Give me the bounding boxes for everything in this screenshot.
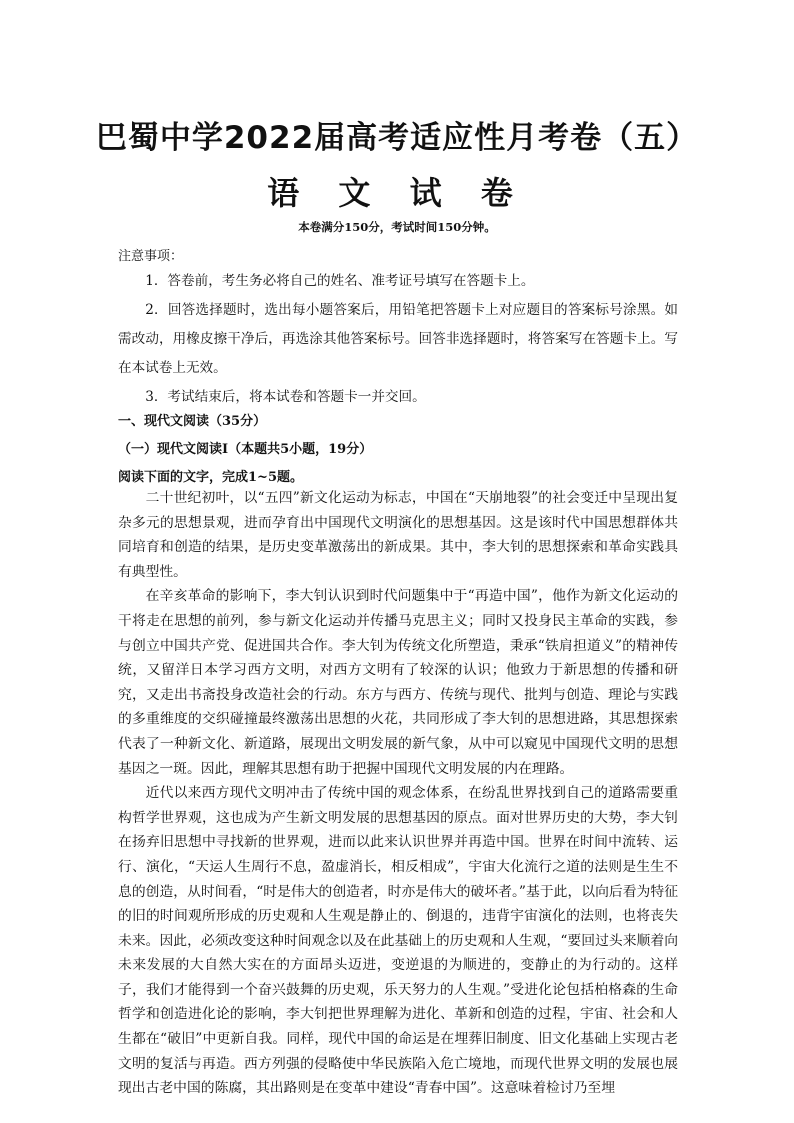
notice-list: [118, 267, 678, 412]
section-heading-sub-one: （一）现代文阅读Ⅰ（本题共5小题，19分）: [118, 442, 373, 457]
notice-heading: 注意事项：: [118, 249, 184, 264]
passage-paragraph: 在辛亥革命的影响下，李大钊认识到时代问题集中于“再造中国”，他作为新文化运动的干将走在思想的前列，参与新文化运动并传播马克思主义；同时又投身民主革命的实践，参与创立中国共产党、促进国共合作。李大钊为传统文化所塑造，秉承“铁肩担道义”的精神传统，又留洋日本学习西方文明，对西方文明有了较深的认识；他致力于新思想的传播和研究，又走出书斋投身改造社会的行动。东方与西方、传统与现代、批判与创造、理论与实践的多重维度的交织碰撞最终激荡出思想的火花，共同形成了李大钊的思想进路，其思想探索代表了一种新文化、新道路，展现出文明发展的新气象，从中可以窥见中国现代文明的思想基因之一斑。因此，理解其思想有助于把握中国现代文明发展的内在理路。: [118, 588, 678, 777]
notice-item: 3．考试结束后，将本试卷和答题卡一并交回。: [145, 389, 426, 405]
reading-passage: [118, 486, 678, 1101]
notice-item: 1．答卷前，考生务必将自己的姓名、准考证号填写在答题卡上。: [145, 273, 535, 289]
reading-instruction: 阅读下面的文字，完成1~5题。: [118, 470, 303, 485]
passage-paragraph: 近代以来西方现代文明冲击了传统中国的观念体系，在纷乱世界找到自己的道路需要重构哲学世界观，这也成为产生新文明发展的思想基因的原点。面对世界历史的大势，李大钊在扬弃旧思想中寻找新的世界观，进而以此来认识世界并再造中国。世界在时间中流转、运行、演化，“天运人生周行不息，盈虚消长，相反相成”，宇宙大化流行之道的法则是生生不息的创造，从时间看，“时是伟大的创造者，时亦是伟大的破坏者。”基于此，以向后看为特征的旧的时间观所形成的历史观和人生观是静止的、倒退的，违背宇宙演化的法则，也将丧失未来。因此，必须改变这种时间观念以及在此基础上的历史观和人生观，“要回过头来顺着向未来发展的大自然大实在的方面昂头迈进，变逆退的为顺进的，变静止的为行动的。这样子，我们才能得到一个奋兴鼓舞的历史观，乐天努力的人生观。”受进化论包括柏格森的生命哲学和创造进化论的影响，李大钊把世界理解为进化、革新和创造的过程，宇宙、社会和人生都在“破旧”中更新自我。同样，现代中国的命运是在埋葬旧制度、旧文化基础上实现古老文明的复活与再造。西方列强的侵略使中华民族陷入危亡境地，而现代世界文明的发展也展现出古老中国的陈腐，其出路则是在变革中建设“青春中国”。这意味着检讨乃至埋: [118, 785, 678, 1097]
passage-paragraph: 二十世纪初叶，以“五四”新文化运动为标志，中国在“天崩地裂”的社会变迁中呈现出复杂多元的思想景观，进而孕育出中国现代文明演化的思想基因。这是该时代中国思想群体共同培育和创造的结果，是历史变革激荡出的新成果。其中，李大钊的思想探索和革命实践具有典型性。: [118, 490, 678, 580]
section-heading-part-one: 一、现代文阅读（35分）: [118, 414, 267, 429]
score-note: 本卷满分150分，考试时间150分钟。: [298, 220, 496, 234]
exam-title: 巴蜀中学2022届高考适应性月考卷（五）: [95, 120, 699, 156]
notice-item: 2．回答选择题时，选出每小题答案后，用铅笔把答题卡上对应题目的答案标号涂黑。如需改动，用橡皮擦干净后，再选涂其他答案标号。回答非选择题时，将答案写在答题卡上。写在本试卷上无效。: [118, 302, 678, 376]
exam-subtitle: 语 文 试 卷: [267, 174, 527, 212]
